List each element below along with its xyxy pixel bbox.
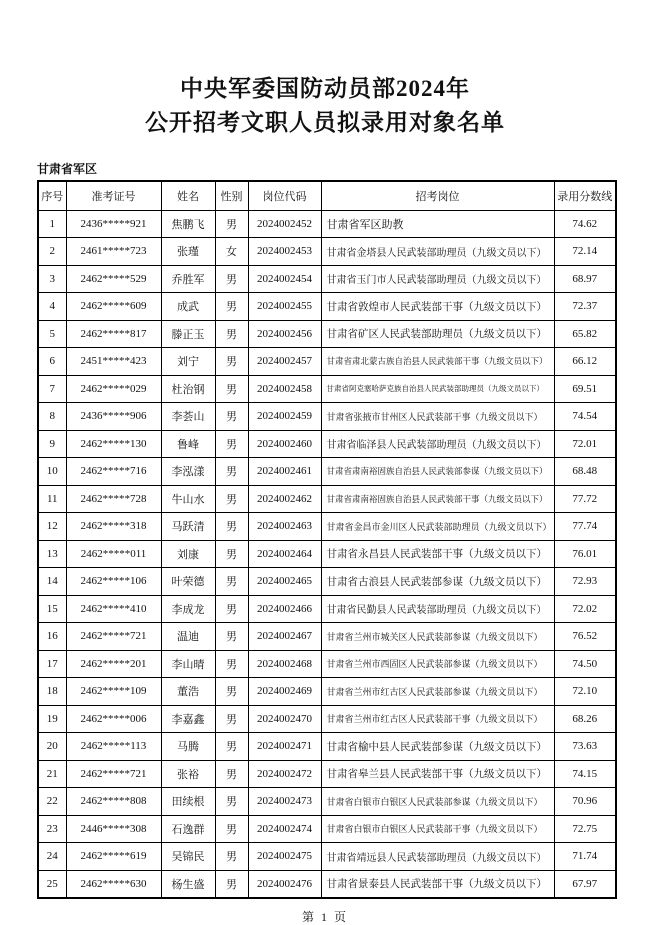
gender-cell: 男 bbox=[215, 870, 248, 898]
score-cell: 67.97 bbox=[554, 870, 616, 898]
ticket-number-cell: 2462*****630 bbox=[66, 870, 161, 898]
gender-cell: 男 bbox=[215, 568, 248, 596]
name-cell: 鲁峰 bbox=[161, 430, 215, 458]
name-cell: 叶荣德 bbox=[161, 568, 215, 596]
table-row bbox=[38, 265, 616, 293]
gender-cell: 男 bbox=[215, 678, 248, 706]
post-code-cell: 2024002453 bbox=[248, 238, 321, 266]
name-cell: 杨生盛 bbox=[161, 870, 215, 898]
position-cell: 甘肃省金塔县人民武装部助理员（九级文员以下） bbox=[321, 238, 554, 266]
header-post-code: 岗位代码 bbox=[248, 181, 321, 210]
post-code-cell: 2024002458 bbox=[248, 375, 321, 403]
table-row bbox=[38, 650, 616, 678]
name-cell: 张瑾 bbox=[161, 238, 215, 266]
gender-cell: 男 bbox=[215, 430, 248, 458]
position-cell: 甘肃省矿区人民武装部助理员（九级文员以下） bbox=[321, 320, 554, 348]
gender-cell: 男 bbox=[215, 733, 248, 761]
score-cell: 68.26 bbox=[554, 705, 616, 733]
ticket-number-cell: 2462*****011 bbox=[66, 540, 161, 568]
position-cell: 甘肃省敦煌市人民武装部干事（九级文员以下） bbox=[321, 293, 554, 321]
table-row bbox=[38, 705, 616, 733]
index-cell: 2 bbox=[38, 238, 66, 266]
index-cell: 14 bbox=[38, 568, 66, 596]
gender-cell: 男 bbox=[215, 293, 248, 321]
ticket-number-cell: 2462*****619 bbox=[66, 843, 161, 871]
table-row bbox=[38, 513, 616, 541]
ticket-number-cell: 2462*****410 bbox=[66, 595, 161, 623]
score-cell: 77.74 bbox=[554, 513, 616, 541]
position-cell: 甘肃省古浪县人民武装部参谋（九级文员以下） bbox=[321, 568, 554, 596]
table-header bbox=[38, 181, 616, 210]
ticket-number-cell: 2462*****109 bbox=[66, 678, 161, 706]
post-code-cell: 2024002456 bbox=[248, 320, 321, 348]
position-cell: 甘肃省兰州市红古区人民武装部参谋（九级文员以下） bbox=[321, 678, 554, 706]
score-cell: 66.12 bbox=[554, 348, 616, 376]
gender-cell: 女 bbox=[215, 238, 248, 266]
roster-table bbox=[37, 180, 617, 899]
index-cell: 4 bbox=[38, 293, 66, 321]
name-cell: 石逸群 bbox=[161, 815, 215, 843]
score-cell: 72.01 bbox=[554, 430, 616, 458]
score-cell: 74.62 bbox=[554, 210, 616, 238]
gender-cell: 男 bbox=[215, 705, 248, 733]
index-cell: 23 bbox=[38, 815, 66, 843]
name-cell: 李荟山 bbox=[161, 403, 215, 431]
index-cell: 10 bbox=[38, 458, 66, 486]
index-cell: 15 bbox=[38, 595, 66, 623]
post-code-cell: 2024002459 bbox=[248, 403, 321, 431]
post-code-cell: 2024002461 bbox=[248, 458, 321, 486]
post-code-cell: 2024002466 bbox=[248, 595, 321, 623]
name-cell: 董浩 bbox=[161, 678, 215, 706]
post-code-cell: 2024002469 bbox=[248, 678, 321, 706]
score-cell: 74.54 bbox=[554, 403, 616, 431]
post-code-cell: 2024002475 bbox=[248, 843, 321, 871]
position-cell: 甘肃省兰州市红古区人民武装部干事（九级文员以下） bbox=[321, 705, 554, 733]
page-title-line2: 公开招考文职人员拟录用对象名单 bbox=[145, 110, 505, 135]
score-cell: 70.96 bbox=[554, 788, 616, 816]
ticket-number-cell: 2451*****423 bbox=[66, 348, 161, 376]
position-cell: 甘肃省永昌县人民武装部干事（九级文员以下） bbox=[321, 540, 554, 568]
gender-cell: 男 bbox=[215, 788, 248, 816]
post-code-cell: 2024002452 bbox=[248, 210, 321, 238]
position-cell: 甘肃省肃南裕固族自治县人民武装部参谋（九级文员以下） bbox=[321, 458, 554, 486]
index-cell: 16 bbox=[38, 623, 66, 651]
score-cell: 74.50 bbox=[554, 650, 616, 678]
post-code-cell: 2024002476 bbox=[248, 870, 321, 898]
table-row bbox=[38, 733, 616, 761]
score-cell: 72.02 bbox=[554, 595, 616, 623]
post-code-cell: 2024002454 bbox=[248, 265, 321, 293]
index-cell: 21 bbox=[38, 760, 66, 788]
score-cell: 72.75 bbox=[554, 815, 616, 843]
ticket-number-cell: 2462*****006 bbox=[66, 705, 161, 733]
post-code-cell: 2024002471 bbox=[248, 733, 321, 761]
table-row bbox=[38, 815, 616, 843]
table-row bbox=[38, 678, 616, 706]
section-label: 甘肃省军区 bbox=[37, 162, 98, 176]
index-cell: 17 bbox=[38, 650, 66, 678]
table-row bbox=[38, 870, 616, 898]
score-cell: 74.15 bbox=[554, 760, 616, 788]
ticket-number-cell: 2462*****029 bbox=[66, 375, 161, 403]
position-cell: 甘肃省金昌市金川区人民武装部助理员（九级文员以下） bbox=[321, 513, 554, 541]
post-code-cell: 2024002464 bbox=[248, 540, 321, 568]
position-cell: 甘肃省白银市白银区人民武装部参谋（九级文员以下） bbox=[321, 788, 554, 816]
name-cell: 李成龙 bbox=[161, 595, 215, 623]
index-cell: 19 bbox=[38, 705, 66, 733]
post-code-cell: 2024002474 bbox=[248, 815, 321, 843]
header-score: 录用分数线 bbox=[554, 181, 616, 210]
name-cell: 温迪 bbox=[161, 623, 215, 651]
gender-cell: 男 bbox=[215, 540, 248, 568]
position-cell: 甘肃省民勤县人民武装部助理员（九级文员以下） bbox=[321, 595, 554, 623]
ticket-number-cell: 2462*****201 bbox=[66, 650, 161, 678]
ticket-number-cell: 2461*****723 bbox=[66, 238, 161, 266]
post-code-cell: 2024002465 bbox=[248, 568, 321, 596]
ticket-number-cell: 2436*****921 bbox=[66, 210, 161, 238]
index-cell: 3 bbox=[38, 265, 66, 293]
index-cell: 8 bbox=[38, 403, 66, 431]
table-row bbox=[38, 430, 616, 458]
ticket-number-cell: 2462*****728 bbox=[66, 485, 161, 513]
post-code-cell: 2024002470 bbox=[248, 705, 321, 733]
position-cell: 甘肃省景泰县人民武装部干事（九级文员以下） bbox=[321, 870, 554, 898]
table-row bbox=[38, 485, 616, 513]
name-cell: 杜治钢 bbox=[161, 375, 215, 403]
position-cell: 甘肃省白银市白银区人民武装部干事（九级文员以下） bbox=[321, 815, 554, 843]
name-cell: 吴锦民 bbox=[161, 843, 215, 871]
index-cell: 25 bbox=[38, 870, 66, 898]
score-cell: 68.97 bbox=[554, 265, 616, 293]
position-cell: 甘肃省兰州市西固区人民武装部参谋（九级文员以下） bbox=[321, 650, 554, 678]
position-cell: 甘肃省肃南裕固族自治县人民武装部干事（九级文员以下） bbox=[321, 485, 554, 513]
ticket-number-cell: 2462*****817 bbox=[66, 320, 161, 348]
name-cell: 张裕 bbox=[161, 760, 215, 788]
position-cell: 甘肃省兰州市城关区人民武装部参谋（九级文员以下） bbox=[321, 623, 554, 651]
name-cell: 马腾 bbox=[161, 733, 215, 761]
position-cell: 甘肃省阿克塞哈萨克族自治县人民武装部助理员（九级文员以下） bbox=[321, 375, 554, 403]
gender-cell: 男 bbox=[215, 513, 248, 541]
position-cell: 甘肃省军区助教 bbox=[321, 210, 554, 238]
gender-cell: 男 bbox=[215, 760, 248, 788]
post-code-cell: 2024002463 bbox=[248, 513, 321, 541]
gender-cell: 男 bbox=[215, 320, 248, 348]
index-cell: 5 bbox=[38, 320, 66, 348]
score-cell: 68.48 bbox=[554, 458, 616, 486]
score-cell: 72.10 bbox=[554, 678, 616, 706]
gender-cell: 男 bbox=[215, 485, 248, 513]
index-cell: 22 bbox=[38, 788, 66, 816]
page-title bbox=[0, 72, 650, 140]
index-cell: 18 bbox=[38, 678, 66, 706]
score-cell: 77.72 bbox=[554, 485, 616, 513]
table-row bbox=[38, 843, 616, 871]
name-cell: 李泓漾 bbox=[161, 458, 215, 486]
gender-cell: 男 bbox=[215, 843, 248, 871]
table-row bbox=[38, 568, 616, 596]
post-code-cell: 2024002462 bbox=[248, 485, 321, 513]
score-cell: 76.52 bbox=[554, 623, 616, 651]
index-cell: 1 bbox=[38, 210, 66, 238]
ticket-number-cell: 2436*****906 bbox=[66, 403, 161, 431]
score-cell: 65.82 bbox=[554, 320, 616, 348]
ticket-number-cell: 2462*****130 bbox=[66, 430, 161, 458]
ticket-number-cell: 2462*****808 bbox=[66, 788, 161, 816]
post-code-cell: 2024002460 bbox=[248, 430, 321, 458]
index-cell: 7 bbox=[38, 375, 66, 403]
index-cell: 11 bbox=[38, 485, 66, 513]
name-cell: 焦鹏飞 bbox=[161, 210, 215, 238]
ticket-number-cell: 2462*****318 bbox=[66, 513, 161, 541]
index-cell: 6 bbox=[38, 348, 66, 376]
position-cell: 甘肃省肃北蒙古族自治县人民武装部干事（九级文员以下） bbox=[321, 348, 554, 376]
table-row bbox=[38, 238, 616, 266]
position-cell: 甘肃省榆中县人民武装部参谋（九级文员以下） bbox=[321, 733, 554, 761]
table-row bbox=[38, 595, 616, 623]
score-cell: 71.74 bbox=[554, 843, 616, 871]
index-cell: 24 bbox=[38, 843, 66, 871]
name-cell: 李山晴 bbox=[161, 650, 215, 678]
position-cell: 甘肃省玉门市人民武装部助理员（九级文员以下） bbox=[321, 265, 554, 293]
ticket-number-cell: 2462*****609 bbox=[66, 293, 161, 321]
table-row bbox=[38, 210, 616, 238]
header-index: 序号 bbox=[38, 181, 66, 210]
ticket-number-cell: 2462*****716 bbox=[66, 458, 161, 486]
name-cell: 刘康 bbox=[161, 540, 215, 568]
index-cell: 13 bbox=[38, 540, 66, 568]
table-row bbox=[38, 320, 616, 348]
table-row bbox=[38, 760, 616, 788]
table-row bbox=[38, 375, 616, 403]
post-code-cell: 2024002473 bbox=[248, 788, 321, 816]
name-cell: 乔胜军 bbox=[161, 265, 215, 293]
table-row bbox=[38, 623, 616, 651]
name-cell: 李嘉鑫 bbox=[161, 705, 215, 733]
ticket-number-cell: 2462*****529 bbox=[66, 265, 161, 293]
ticket-number-cell: 2462*****113 bbox=[66, 733, 161, 761]
post-code-cell: 2024002467 bbox=[248, 623, 321, 651]
gender-cell: 男 bbox=[215, 265, 248, 293]
index-cell: 9 bbox=[38, 430, 66, 458]
gender-cell: 男 bbox=[215, 210, 248, 238]
post-code-cell: 2024002457 bbox=[248, 348, 321, 376]
score-cell: 73.63 bbox=[554, 733, 616, 761]
score-cell: 72.37 bbox=[554, 293, 616, 321]
gender-cell: 男 bbox=[215, 815, 248, 843]
name-cell: 田续根 bbox=[161, 788, 215, 816]
table-row bbox=[38, 293, 616, 321]
score-cell: 76.01 bbox=[554, 540, 616, 568]
gender-cell: 男 bbox=[215, 650, 248, 678]
name-cell: 滕正玉 bbox=[161, 320, 215, 348]
name-cell: 牛山水 bbox=[161, 485, 215, 513]
score-cell: 72.93 bbox=[554, 568, 616, 596]
page-number: 第 1 页 bbox=[301, 909, 348, 924]
table-row bbox=[38, 788, 616, 816]
position-cell: 甘肃省皋兰县人民武装部干事（九级文员以下） bbox=[321, 760, 554, 788]
header-gender: 性别 bbox=[215, 181, 248, 210]
score-cell: 72.14 bbox=[554, 238, 616, 266]
gender-cell: 男 bbox=[215, 623, 248, 651]
position-cell: 甘肃省临泽县人民武装部助理员（九级文员以下） bbox=[321, 430, 554, 458]
gender-cell: 男 bbox=[215, 403, 248, 431]
ticket-number-cell: 2462*****721 bbox=[66, 623, 161, 651]
ticket-number-cell: 2446*****308 bbox=[66, 815, 161, 843]
gender-cell: 男 bbox=[215, 595, 248, 623]
ticket-number-cell: 2462*****721 bbox=[66, 760, 161, 788]
post-code-cell: 2024002468 bbox=[248, 650, 321, 678]
gender-cell: 男 bbox=[215, 375, 248, 403]
header-name: 姓名 bbox=[161, 181, 215, 210]
post-code-cell: 2024002455 bbox=[248, 293, 321, 321]
table-row bbox=[38, 458, 616, 486]
position-cell: 甘肃省张掖市甘州区人民武装部干事（九级文员以下） bbox=[321, 403, 554, 431]
gender-cell: 男 bbox=[215, 458, 248, 486]
name-cell: 刘宁 bbox=[161, 348, 215, 376]
score-cell: 69.51 bbox=[554, 375, 616, 403]
index-cell: 20 bbox=[38, 733, 66, 761]
header-ticket-number: 准考证号 bbox=[66, 181, 161, 210]
page-title-line1: 中央军委国防动员部2024年 bbox=[180, 76, 470, 101]
position-cell: 甘肃省靖远县人民武装部助理员（九级文员以下） bbox=[321, 843, 554, 871]
table-row bbox=[38, 348, 616, 376]
name-cell: 马跃清 bbox=[161, 513, 215, 541]
index-cell: 12 bbox=[38, 513, 66, 541]
header-position: 招考岗位 bbox=[321, 181, 554, 210]
gender-cell: 男 bbox=[215, 348, 248, 376]
name-cell: 成武 bbox=[161, 293, 215, 321]
table-body bbox=[38, 210, 616, 898]
ticket-number-cell: 2462*****106 bbox=[66, 568, 161, 596]
header-row bbox=[38, 181, 616, 210]
table-row bbox=[38, 403, 616, 431]
table-row bbox=[38, 540, 616, 568]
post-code-cell: 2024002472 bbox=[248, 760, 321, 788]
